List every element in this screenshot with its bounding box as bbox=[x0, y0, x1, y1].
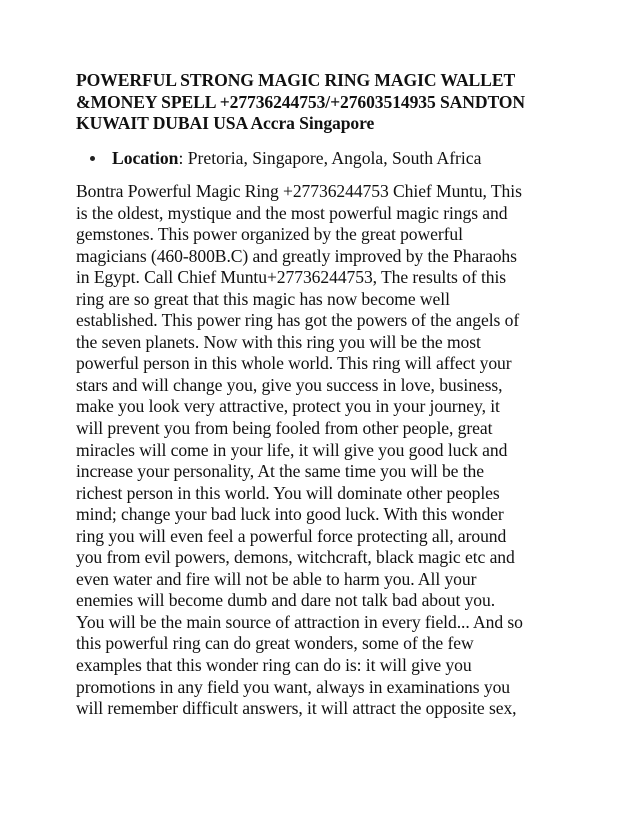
title-line: &MONEY SPELL +27736244753/+27603514935 SANDTON bbox=[76, 91, 525, 112]
body-line: Bontra Powerful Magic Ring +27736244753 Chief Muntu, This bbox=[76, 181, 522, 201]
title-line: POWERFUL STRONG MAGIC RING MAGIC WALLET bbox=[76, 70, 516, 90]
body-line: examples that this wonder ring can do is: it will give you bbox=[76, 655, 472, 676]
location-separator: : bbox=[178, 147, 184, 168]
body-line: will remember difficult answers, it will attract the opposite sex, bbox=[76, 698, 517, 719]
body-line: You will be the main source of attraction in every field... And so bbox=[76, 611, 523, 632]
body-line: promotions in any field you want, always in examinations you bbox=[76, 676, 510, 697]
body-line: gemstones. This power organized by the great powerful bbox=[76, 224, 463, 245]
body-line: mind; change your bad luck into good luck. With this wonder bbox=[76, 504, 504, 525]
document-title bbox=[76, 70, 562, 135]
body-line: this powerful ring can do great wonders, some of the few bbox=[76, 633, 474, 654]
body-line: richest person in this world. You will dominate other peoples bbox=[76, 482, 500, 503]
body-line: magicians (460-800B.C) and greatly improved by the Pharaohs bbox=[76, 245, 517, 266]
title-line: KUWAIT DUBAI USA Accra Singapore bbox=[76, 113, 375, 133]
body-line: the seven planets. Now with this ring you will be the most bbox=[76, 331, 481, 352]
body-line: miracles will come in your life, it will give you good luck and bbox=[76, 439, 508, 460]
body-line: ring you will even feel a powerful force protecting all, around bbox=[76, 525, 507, 546]
body-line: enemies will become dumb and dare not talk bad about you. bbox=[76, 590, 496, 611]
location-item bbox=[90, 148, 562, 170]
body-line: powerful person in this whole world. This ring will affect your bbox=[76, 353, 512, 374]
body-line: will prevent you from being fooled from other people, great bbox=[76, 418, 493, 439]
location-value: Pretoria, Singapore, Angola, South Africa bbox=[183, 147, 482, 168]
location-label: Location bbox=[112, 147, 179, 168]
body-paragraph bbox=[76, 181, 562, 720]
bullet-icon bbox=[90, 156, 95, 161]
body-line: is the oldest, mystique and the most powerful magic rings and bbox=[76, 202, 508, 223]
body-line: stars and will change you, give you success in love, business, bbox=[76, 374, 503, 395]
body-line: ring are so great that this magic has now become well bbox=[76, 288, 450, 309]
body-line: increase your personality, At the same time you will be the bbox=[76, 461, 484, 482]
body-line: established. This power ring has got the powers of the angels of bbox=[76, 310, 520, 331]
body-line: even water and fire will not be able to harm you. All your bbox=[76, 568, 477, 589]
body-line: in Egypt. Call Chief Muntu+27736244753, The results of this bbox=[76, 267, 507, 288]
metadata-list bbox=[76, 148, 562, 170]
body-line: you from evil powers, demons, witchcraft, black magic etc and bbox=[76, 547, 515, 568]
document-page bbox=[76, 70, 562, 720]
body-line: make you look very attractive, protect you in your journey, it bbox=[76, 396, 500, 417]
